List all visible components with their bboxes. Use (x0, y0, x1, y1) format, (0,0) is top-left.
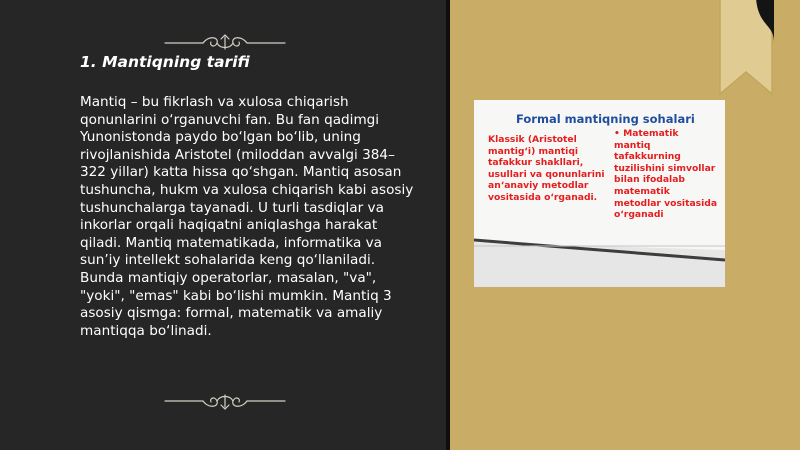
slide-title: 1. Mantiqning tarifi (80, 53, 250, 71)
body-paragraph: Mantiq – bu fikrlash va xulosa chiqarish qonunlarini o‘rganuvchi fan. Bu fan qadimgi Yunonistonda paydo bo‘lgan bo‘lib, uning rivojlanishida Aristotel (miloddan avvalgi 384–322 yillar) katta hissa qo‘shgan. Mantiq asosan tushuncha, hukm va xulosa chiqarish kabi asosiy tushunchalarga tayanadi. U turli tasdiqlar va inkorlar orqali haqiqatni aniqlashga harakat qiladi. Mantiq matematikada, informatika va sun’iy intellekt sohalarida keng qo‘llaniladi. Bunda mantiqiy operatorlar, masalan, "va", "yoki", "emas" kabi bo‘lishi mumkin. Mantiq 3 asosiy qismga: formal, matematik va amaliy mantiqqa bo‘linadi. (80, 94, 414, 339)
bookmark-icon (718, 0, 774, 96)
image-title: Formal mantiqning sohalari (516, 112, 695, 126)
top-ornament-icon (163, 33, 287, 53)
image-left-text: Klassik (Aristotel mantig‘i) mantiqi tafakkur shakllari, usullari va qonunlarini an‘anaviy metodlar vositasida o‘rganadi. (488, 134, 605, 203)
image-card (474, 100, 725, 287)
bottom-ornament-icon (163, 391, 287, 411)
image-right-text: • Matematik mantiq tafakkurning tuzilishini simvollar bilan ifodalab matematik metodlar vositasida o‘rganadi (614, 128, 718, 221)
